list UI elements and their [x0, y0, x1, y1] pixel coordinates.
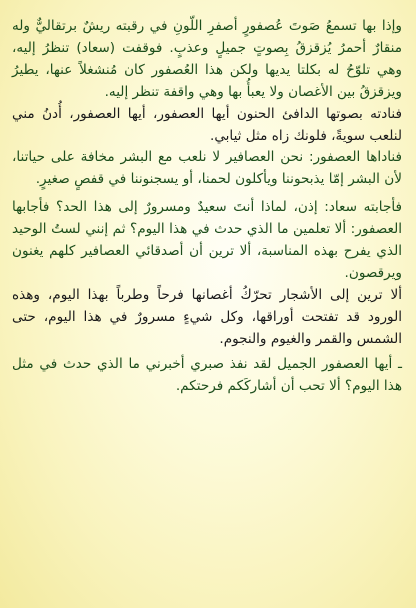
story-paragraph-5: ألا ترين إلى الأشجار تحرّكُ أغصانها فرحاً وطرباً بهذا اليوم، وهذه الورود قد تفتحت أوراقها، وكل شيءٍ مسرورٌ في هذا اليوم، حتى الشمس والقمر والغيوم والنجوم.: [12, 286, 402, 347]
story-paragraph-4: فأجابته سعاد: إذن، لماذا أنتَ سعيدٌ ومسرورٌ إلى هذا الحد؟ فأجابها العصفور: ألا تعلمين ما الذي حدث في هذا اليوم؟ ثم إنني لستُ الوحيد الذي يفرح بهذه المناسبة، ألا ترين أن أصدقائي العصافير كلهم يغنون ويرقصون.: [12, 199, 402, 281]
story-paragraph-3: فناداها العصفور: نحن العصافير لا نلعب مع البشر مخافة على حياتنا، لأن البشر إمّا يذبحوننا ويأكلون لحمنا، أو يسجنوننا في قفصٍ صغيرٍ.: [12, 149, 402, 188]
story-paragraph-1: وإذا بها تسمعُ صَوتَ عُصفورٍ أصفرِ اللّونِ في رقبته ريشٌ برتقاليٌّ وله منقارٌ أحمرُ يُزقزقُ بِصوتٍ جميلٍ وعذبٍ. فوقفت (سعاد) تنظرُ إليه، وهي تلوّحُ له بكلتا يديها ولكن هذا العُصفور كان مُنشغلاً عنها، يطيرُ ويزقزقُ بين الأغصان ولا يعبأُ بها وهي واقفة تنظر إليه.: [12, 18, 402, 100]
story-paragraph-6: ـ أيها العصفور الجميل لقد نفذ صبري أخبرني ما الذي حدث في مثل هذا اليوم؟ ألا تحب أن أشاركَكم فرحتكم.: [12, 355, 402, 394]
story-paragraph-2: فنادته بصوتها الدافئ الحنون أيها العصفور، أيها العصفور، أُدنُ مني لنلعب سويةً، فلونك زاه مثل ثيابي.: [12, 105, 402, 144]
